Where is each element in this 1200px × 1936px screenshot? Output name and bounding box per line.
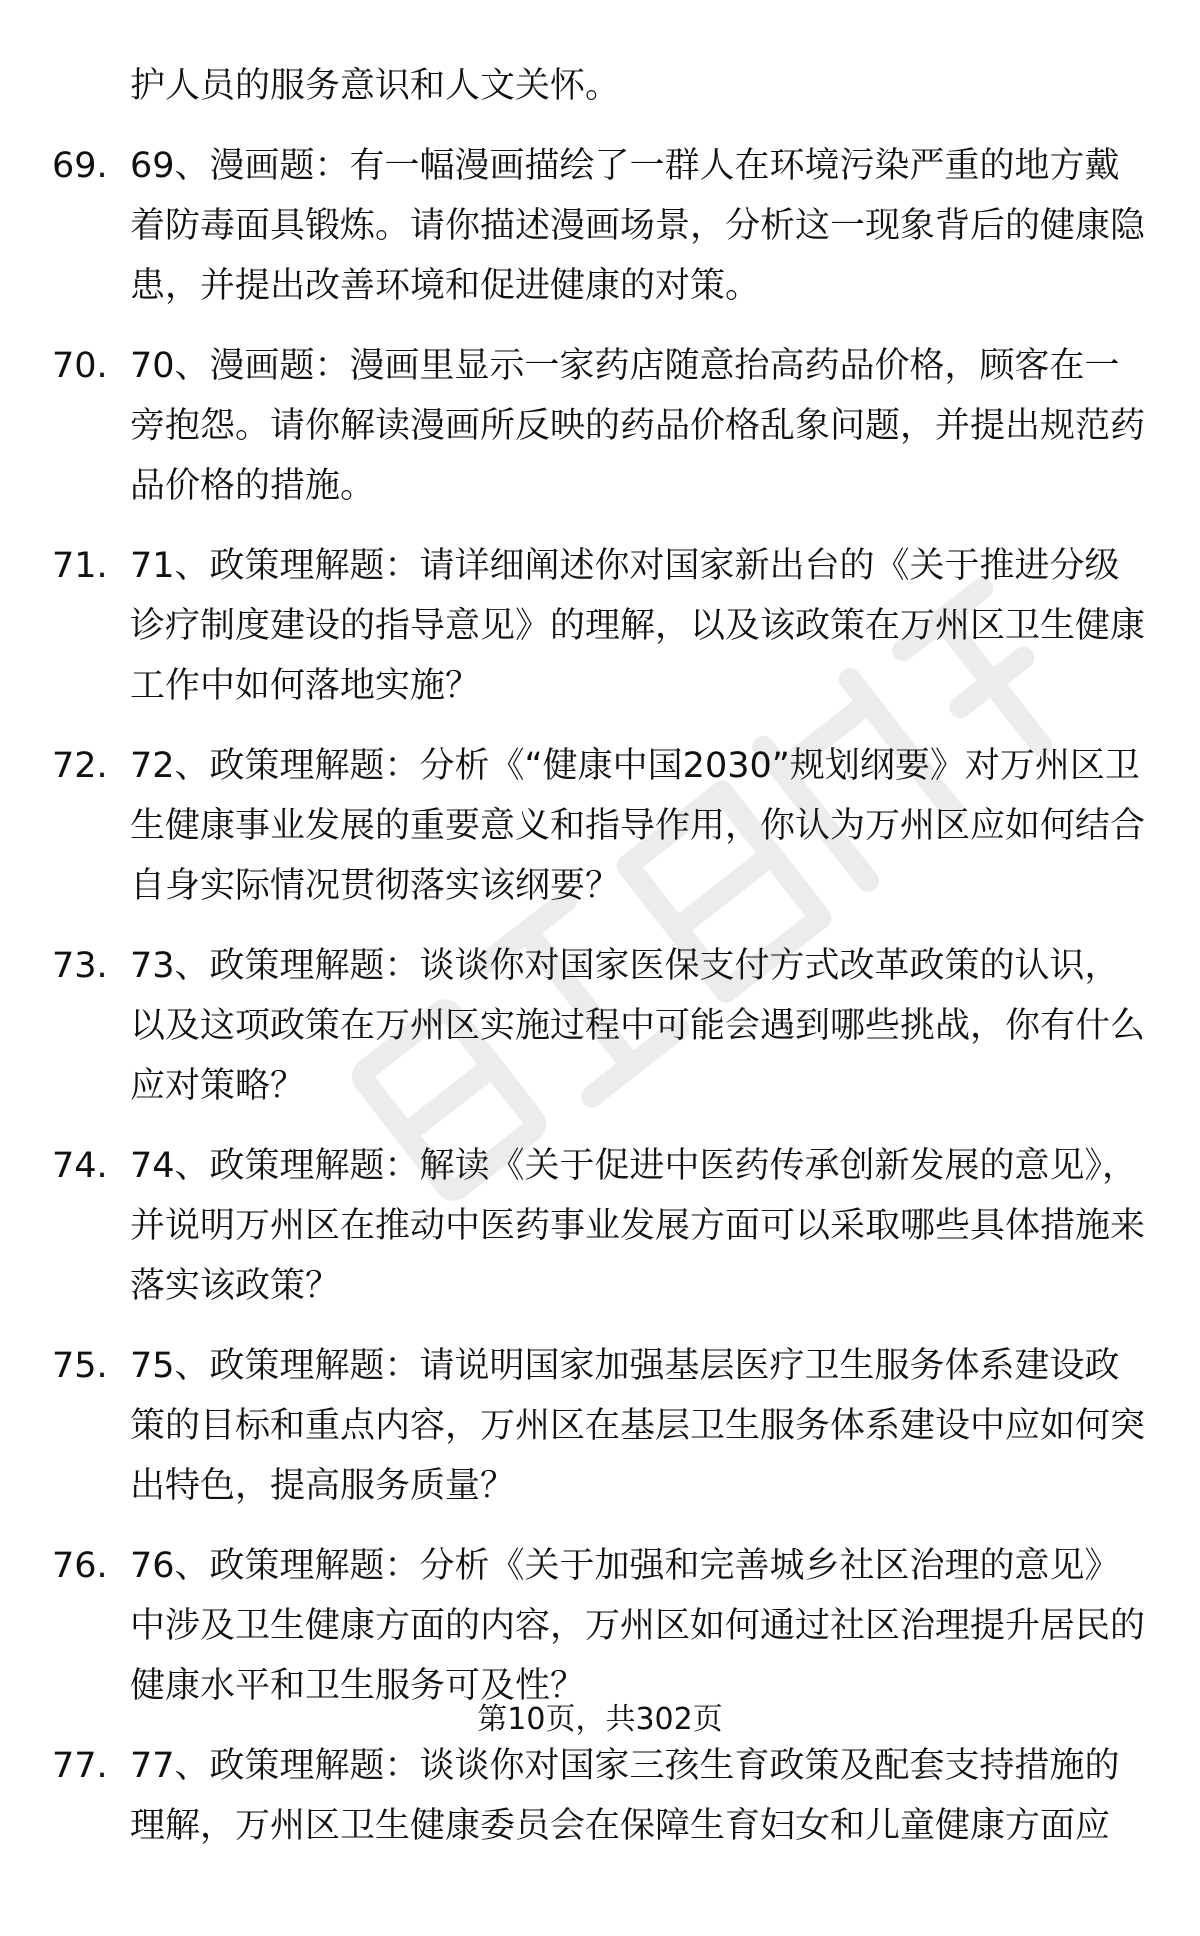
question-text: 73、政策理解题：谈谈你对国家医保支付方式改革政策的认识，以及这项政策在万州区实施过程中可能会遇到哪些挑战，你有什么应对策略？ <box>130 946 1146 1106</box>
question-item <box>0 1736 1200 1916</box>
question-item <box>0 1536 1200 1716</box>
question-item <box>0 1336 1200 1516</box>
question-number: 71. <box>52 546 108 586</box>
question-number: 74. <box>52 1146 108 1186</box>
question-text: 72、政策理解题：分析《“健康中国2030”规划纲要》对万州区卫生健康事业发展的重要意义和指导作用，你认为万州区应如何结合自身实际情况贯彻落实该纲要？ <box>130 746 1146 906</box>
question-item <box>0 736 1200 916</box>
question-number: 75. <box>52 1346 108 1386</box>
question-number: 76. <box>52 1546 108 1586</box>
question-number: 70. <box>52 346 108 386</box>
question-item <box>0 536 1200 716</box>
question-number: 73. <box>52 946 108 986</box>
question-text: 75、政策理解题：请说明国家加强基层医疗卫生服务体系建设政策的目标和重点内容，万州区在基层卫生服务体系建设中应如何突出特色，提高服务质量？ <box>130 1346 1146 1506</box>
page-footer: 第10页，共302页 <box>477 1702 723 1737</box>
question-text: 74、政策理解题：解读《关于促进中医药传承创新发展的意见》，并说明万州区在推动中医药事业发展方面可以采取哪些具体措施来落实该政策？ <box>130 1146 1146 1306</box>
continuation-text: 护人员的服务意识和人文关怀。 <box>130 66 621 106</box>
question-number: 69. <box>52 146 108 186</box>
question-item <box>0 336 1200 516</box>
question-list <box>0 136 1200 1936</box>
question-text: 77、政策理解题：谈谈你对国家三孩生育政策及配套支持措施的理解，万州区卫生健康委员会在保障生育妇女和儿童健康方面应 <box>130 1746 1120 1846</box>
question-number: 72. <box>52 746 108 786</box>
question-text: 76、政策理解题：分析《关于加强和完善城乡社区治理的意见》中涉及卫生健康方面的内容，万州区如何通过社区治理提升居民的健康水平和卫生服务可及性？ <box>130 1546 1146 1706</box>
question-text: 69、漫画题：有一幅漫画描绘了一群人在环境污染严重的地方戴着防毒面具锻炼。请你描述漫画场景，分析这一现象背后的健康隐患，并提出改善环境和促进健康的对策。 <box>130 146 1146 306</box>
question-number: 77. <box>52 1746 108 1786</box>
question-item <box>0 1136 1200 1316</box>
question-text: 71、政策理解题：请详细阐述你对国家新出台的《关于推进分级诊疗制度建设的指导意见》的理解，以及该政策在万州区卫生健康工作中如何落地实施？ <box>130 546 1146 706</box>
question-text: 70、漫画题：漫画里显示一家药店随意抬高药品价格，顾客在一旁抱怨。请你解读漫画所反映的药品价格乱象问题，并提出规范药品价格的措施。 <box>130 346 1146 506</box>
question-item <box>0 936 1200 1116</box>
question-item <box>0 136 1200 316</box>
